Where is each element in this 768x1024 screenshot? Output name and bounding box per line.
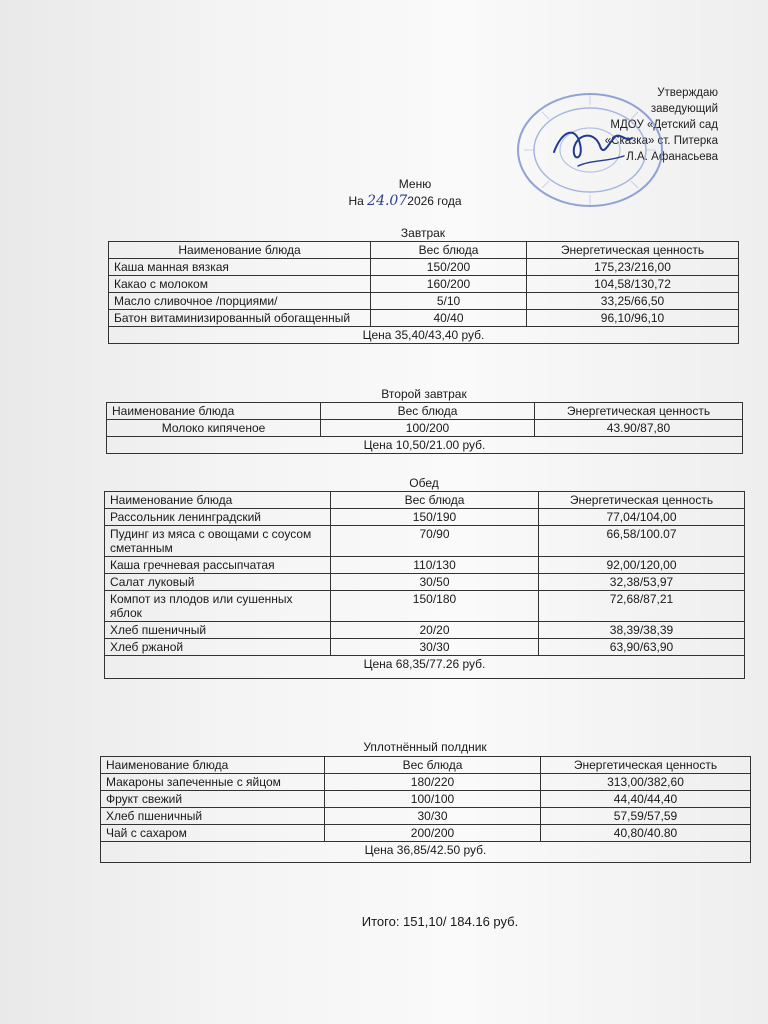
dish-name: Хлеб пшеничный	[101, 808, 325, 825]
dish-energy: 92,00/120,00	[539, 557, 745, 574]
dish-name: Пудинг из мяса с овощами с соусом сметанным	[105, 526, 331, 557]
table-row	[105, 526, 745, 557]
header-name: Наименование блюда	[107, 403, 321, 420]
dish-name: Молоко кипяченое	[107, 420, 321, 437]
header-weight: Вес блюда	[325, 757, 541, 774]
date-suffix: 2026 года	[407, 194, 462, 208]
table-header-row	[107, 403, 743, 420]
table-row	[105, 591, 745, 622]
table-row	[105, 574, 745, 591]
approval-line: заведующий	[650, 103, 718, 115]
approval-line: МДОУ «Детский сад	[610, 119, 718, 131]
second-breakfast-table	[106, 402, 743, 454]
table-header-row	[105, 492, 745, 509]
dish-name: Масло сливочное /порциями/	[109, 293, 371, 310]
dish-name: Фрукт свежий	[101, 791, 325, 808]
approval-line: Утверждаю	[657, 87, 718, 99]
header-weight: Вес блюда	[371, 242, 527, 259]
dish-name: Компот из плодов или сушенных яблок	[105, 591, 331, 622]
section-price: Цена 10,50/21.00 руб.	[107, 437, 743, 454]
dish-weight: 30/30	[325, 808, 541, 825]
header-energy: Энергетическая ценность	[541, 757, 751, 774]
dish-energy: 66,58/100.07	[539, 526, 745, 557]
table-row	[101, 825, 751, 842]
dish-name: Хлеб пшеничный	[105, 622, 331, 639]
header-name: Наименование блюда	[109, 242, 371, 259]
approval-line: «Сказка» ст. Питерка	[604, 135, 718, 147]
dish-weight: 5/10	[371, 293, 527, 310]
dish-weight: 150/190	[331, 509, 539, 526]
dish-name: Рассольник ленинградский	[105, 509, 331, 526]
header-weight: Вес блюда	[321, 403, 535, 420]
table-row	[101, 791, 751, 808]
dish-energy: 313,00/382,60	[541, 774, 751, 791]
table-row	[105, 622, 745, 639]
dish-weight: 150/180	[331, 591, 539, 622]
dish-weight: 100/200	[321, 420, 535, 437]
lunch-table	[104, 491, 745, 679]
dish-name: Каша гречневая рассыпчатая	[105, 557, 331, 574]
table-row	[107, 420, 743, 437]
table-row	[105, 509, 745, 526]
table-row	[109, 276, 739, 293]
section-title-afternoon-snack: Уплотнённый полдник	[363, 740, 487, 754]
dish-weight: 110/130	[331, 557, 539, 574]
dish-energy: 40,80/40.80	[541, 825, 751, 842]
table-row	[101, 774, 751, 791]
table-row	[109, 259, 739, 276]
dish-weight: 160/200	[371, 276, 527, 293]
table-row	[109, 310, 739, 327]
dish-weight: 150/200	[371, 259, 527, 276]
section-price: Цена 68,35/77.26 руб.	[105, 656, 745, 679]
dish-energy: 33,25/66,50	[527, 293, 739, 310]
table-header-row	[109, 242, 739, 259]
dish-energy: 32,38/53,97	[539, 574, 745, 591]
table-header-row	[101, 757, 751, 774]
dish-name: Какао с молоком	[109, 276, 371, 293]
dish-energy: 63,90/63,90	[539, 639, 745, 656]
dish-energy: 44,40/44,40	[541, 791, 751, 808]
price-row	[101, 842, 751, 863]
dish-weight: 30/50	[331, 574, 539, 591]
menu-total: Итого: 151,10/ 184.16 руб.	[361, 914, 519, 929]
dish-energy: 38,39/38,39	[539, 622, 745, 639]
dish-energy: 96,10/96,10	[527, 310, 739, 327]
price-row	[107, 437, 743, 454]
header-energy: Энергетическая ценность	[539, 492, 745, 509]
dish-weight: 70/90	[331, 526, 539, 557]
afternoon-snack-table	[100, 756, 751, 863]
dish-energy: 43.90/87,80	[535, 420, 743, 437]
section-title-breakfast: Завтрак	[400, 226, 446, 240]
header-energy: Энергетическая ценность	[535, 403, 743, 420]
dish-energy: 175,23/216,00	[527, 259, 739, 276]
dish-energy: 104,58/130,72	[527, 276, 739, 293]
dish-weight: 180/220	[325, 774, 541, 791]
section-title-second-breakfast: Второй завтрак	[381, 387, 467, 401]
dish-name: Макароны запеченные с яйцом	[101, 774, 325, 791]
menu-title: Меню	[398, 177, 432, 191]
approval-line: Л.А. Афанасьева	[626, 151, 718, 163]
dish-weight: 40/40	[371, 310, 527, 327]
dish-name: Каша манная вязкая	[109, 259, 371, 276]
date-prefix: На	[348, 194, 364, 208]
section-price: Цена 36,85/42.50 руб.	[101, 842, 751, 863]
table-row	[101, 808, 751, 825]
menu-date	[0, 193, 768, 209]
dish-weight: 30/30	[331, 639, 539, 656]
dish-name: Чай с сахаром	[101, 825, 325, 842]
dish-energy: 77,04/104,00	[539, 509, 745, 526]
table-row	[105, 557, 745, 574]
dish-name: Салат луковый	[105, 574, 331, 591]
dish-name: Батон витаминизированный обогащенный	[109, 310, 371, 327]
price-row	[105, 656, 745, 679]
dish-weight: 20/20	[331, 622, 539, 639]
table-row	[109, 293, 739, 310]
dish-weight: 200/200	[325, 825, 541, 842]
breakfast-table	[108, 241, 739, 344]
section-title-lunch: Обед	[409, 476, 439, 490]
dish-name: Хлеб ржаной	[105, 639, 331, 656]
round-stamp	[514, 90, 666, 210]
header-energy: Энергетическая ценность	[527, 242, 739, 259]
section-price: Цена 35,40/43,40 руб.	[109, 327, 739, 344]
table-row	[105, 639, 745, 656]
header-weight: Вес блюда	[331, 492, 539, 509]
header-name: Наименование блюда	[101, 757, 325, 774]
price-row	[109, 327, 739, 344]
header-name: Наименование блюда	[105, 492, 331, 509]
dish-energy: 72,68/87,21	[539, 591, 745, 622]
handwritten-date: 24.07	[367, 193, 408, 209]
dish-weight: 100/100	[325, 791, 541, 808]
dish-energy: 57,59/57,59	[541, 808, 751, 825]
